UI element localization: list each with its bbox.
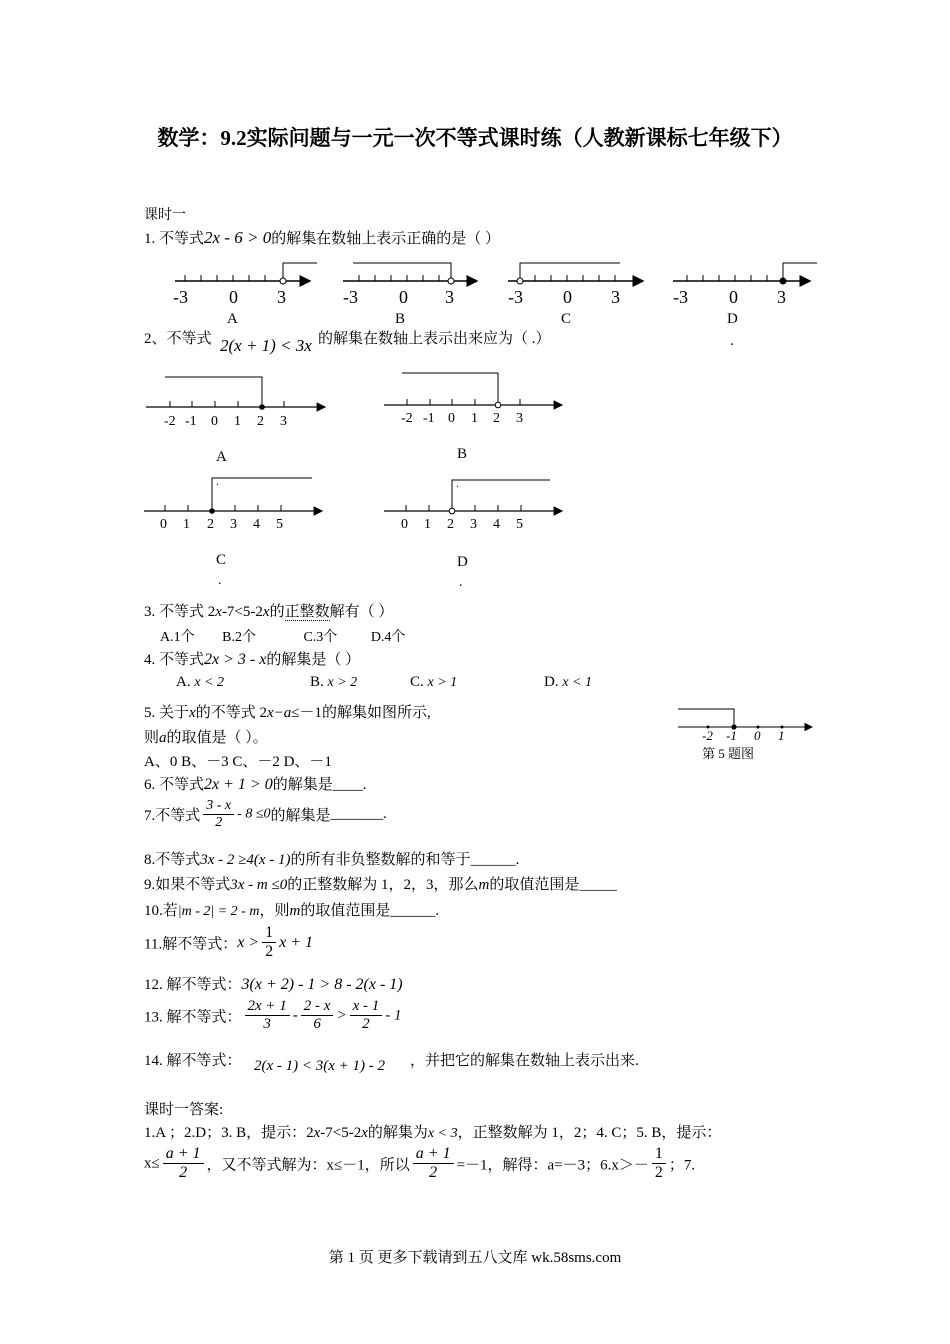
svg-text:1: 1 <box>183 517 190 532</box>
q2-option-d-axis <box>384 476 562 590</box>
question-10: 10.若|m - 2| = 2 - m，则m的取值范围是______. <box>144 903 440 919</box>
svg-text:3: 3 <box>280 414 287 429</box>
q1-option-b: B <box>395 311 406 327</box>
q3-choice-d: D.4个 <box>370 630 406 645</box>
question-5-line2: 则a的取值是（ ）。 <box>144 730 268 746</box>
question-2-prefix: 2、不等式 <box>144 331 212 347</box>
section-label: 课时一 <box>144 208 186 223</box>
q1-c-tick-0: 0 <box>563 287 572 307</box>
q1-b-tick-neg3: -3 <box>343 287 358 307</box>
q1-option-a-axis <box>173 263 317 327</box>
q5-tick-0: 0 <box>754 728 761 743</box>
svg-text:0: 0 <box>160 517 167 532</box>
page-footer: 第 1 页 更多下载请到五八文库 wk.58sms.com <box>328 1250 622 1266</box>
svg-text:1: 1 <box>471 411 478 426</box>
svg-text:.: . <box>459 575 463 590</box>
q1-option-c: C <box>561 311 572 327</box>
svg-text:-2: -2 <box>164 414 176 429</box>
svg-text:1: 1 <box>424 517 431 532</box>
q1-option-d-axis <box>673 263 817 327</box>
q1-c-tick-neg3: -3 <box>508 287 523 307</box>
q2-option-b: B <box>457 446 468 462</box>
answers-heading: 课时一答案: <box>144 1102 224 1118</box>
question-3: 3. 不等式 2x-7<5-2x的正整数解有（ ） <box>144 604 394 620</box>
q1-option-a: A <box>227 311 238 327</box>
question-14: 14. 解不等式： <box>144 1053 242 1069</box>
svg-text:5: 5 <box>516 517 523 532</box>
question-9: 9.如果不等式3x - m ≤0的正整数解为 1，2，3，那么m的取值范围是_____ <box>144 877 617 893</box>
q1-b-tick-0: 0 <box>399 287 408 307</box>
question-13: 13. 解不等式： $\frac{2x + 1}{3}$ - $\frac{2 - x}{6}$ > $\frac{x - 1}{2}$ - 1 <box>144 998 402 1033</box>
q3-choice-a: A.1个 <box>160 630 195 645</box>
svg-text:2: 2 <box>207 517 214 532</box>
question-5-line1: 5. 关于x的不等式 2x−a≤－1的解集如图所示, <box>144 705 431 721</box>
svg-text:-1: -1 <box>423 411 435 426</box>
q4-choice-b: B. x > 2 <box>310 674 358 690</box>
svg-text:2: 2 <box>257 414 264 429</box>
q5-caption: 第 5 题图 <box>702 746 755 761</box>
q5-figure <box>674 700 824 766</box>
q2-expression: 2(x + 1) < 3x <box>220 336 312 355</box>
svg-text:0: 0 <box>211 414 218 429</box>
q2-option-a-axis <box>146 377 325 465</box>
q2-option-c-axis <box>144 474 322 588</box>
q14-suffix: ，并把它的解集在数轴上表示出来. <box>410 1053 639 1069</box>
q1-d-tick-3: 3 <box>777 287 786 307</box>
q1-option-d: D <box>727 311 738 327</box>
svg-text:4: 4 <box>253 517 260 532</box>
svg-text:1: 1 <box>234 414 241 429</box>
q2-option-a: A <box>216 449 227 465</box>
q1-b-tick-3: 3 <box>445 287 454 307</box>
question-1: 1. 不等式2x - 6 > 0的解集在数轴上表示正确的是（ ） <box>144 228 500 247</box>
svg-text:.: . <box>218 573 222 588</box>
q2-option-d: D <box>457 554 468 570</box>
q1-expression: 2x - 6 > 0 <box>204 228 272 247</box>
question-8: 8.不等式3x - 2 ≥4(x - 1)的所有非负整数解的和等于______. <box>144 852 520 868</box>
q1-option-b-axis <box>343 263 477 327</box>
q4-choice-d: D. x < 1 <box>544 674 593 690</box>
q5-tick-neg2: -2 <box>702 728 713 743</box>
svg-text:-2: -2 <box>401 411 413 426</box>
svg-text:.: . <box>456 476 459 490</box>
q3-choices <box>160 626 405 646</box>
q3-choice-b: B.2个 <box>222 630 256 645</box>
svg-text:2: 2 <box>447 517 454 532</box>
q1-option-c-axis <box>508 263 643 327</box>
q1-c-tick-3: 3 <box>611 287 620 307</box>
q1-a-tick-3: 3 <box>277 287 286 307</box>
svg-text:.: . <box>216 474 219 488</box>
q5-choices: A、0 B、－3 C、－2 D、－1 <box>144 754 332 770</box>
question-11: 11.解不等式：x > $\frac{1}{2}$ x + 1 <box>144 924 314 961</box>
svg-text:0: 0 <box>401 517 408 532</box>
svg-text:3: 3 <box>470 517 477 532</box>
q2-option-b-axis <box>384 373 562 462</box>
page-title: 数学：9.2实际问题与一元一次不等式课时练（人教新课标七年级下） <box>157 126 793 150</box>
q5-tick-neg1: -1 <box>726 728 737 743</box>
q1-a-tick-0: 0 <box>229 287 238 307</box>
svg-text:3: 3 <box>230 517 237 532</box>
svg-text:2: 2 <box>493 411 500 426</box>
svg-text:4: 4 <box>493 517 500 532</box>
question-4: 4. 不等式2x > 3 - x的解集是（ ） <box>144 651 361 668</box>
question-12: 12. 解不等式：3(x + 2) - 1 > 8 - 2(x - 1) <box>144 976 403 993</box>
q1-number-lines <box>165 255 835 327</box>
answers-line-1: 1.A ；2.D；3. B，提示：2x-7<5-2x的解集为x < 3，正整数解为 1，2；4. C；5. B，提示： <box>144 1125 722 1141</box>
q4-choice-a: A. x < 2 <box>176 674 225 690</box>
q14-expression: 2(x - 1) < 3(x + 1) - 2 <box>254 1058 386 1074</box>
question-7: 7.不等式 $\frac{3 - x}{2}$ - 8 ≤0的解集是_______. <box>144 798 387 831</box>
q2-number-lines <box>140 365 580 595</box>
svg-text:-1: -1 <box>185 414 197 429</box>
svg-text:0: 0 <box>448 411 455 426</box>
q2-dot: . <box>730 333 734 349</box>
q1-d-tick-neg3: -3 <box>673 287 688 307</box>
answers-line-2: x≤ $\frac{a + 1}{2}$ ，又不等式解为：x≤－1，所以 $\frac{a + 1}{2}$ =－1，解得：a=－3；6.x＞－ $\frac{1}{2}$ ；7. <box>144 1145 696 1182</box>
q3-choice-c: C.3个 <box>303 630 338 645</box>
svg-text:5: 5 <box>276 517 283 532</box>
q2-option-c: C <box>216 552 227 568</box>
q4-choice-c: C. x > 1 <box>410 674 458 690</box>
svg-text:3: 3 <box>516 411 523 426</box>
q1-a-tick-neg3: -3 <box>173 287 188 307</box>
q5-tick-1: 1 <box>778 728 785 743</box>
question-6: 6. 不等式2x + 1 > 0的解集是____. <box>144 776 367 793</box>
q1-d-tick-0: 0 <box>729 287 738 307</box>
question-2-suffix: 的解集在数轴上表示出来应为（ .） <box>318 331 551 347</box>
